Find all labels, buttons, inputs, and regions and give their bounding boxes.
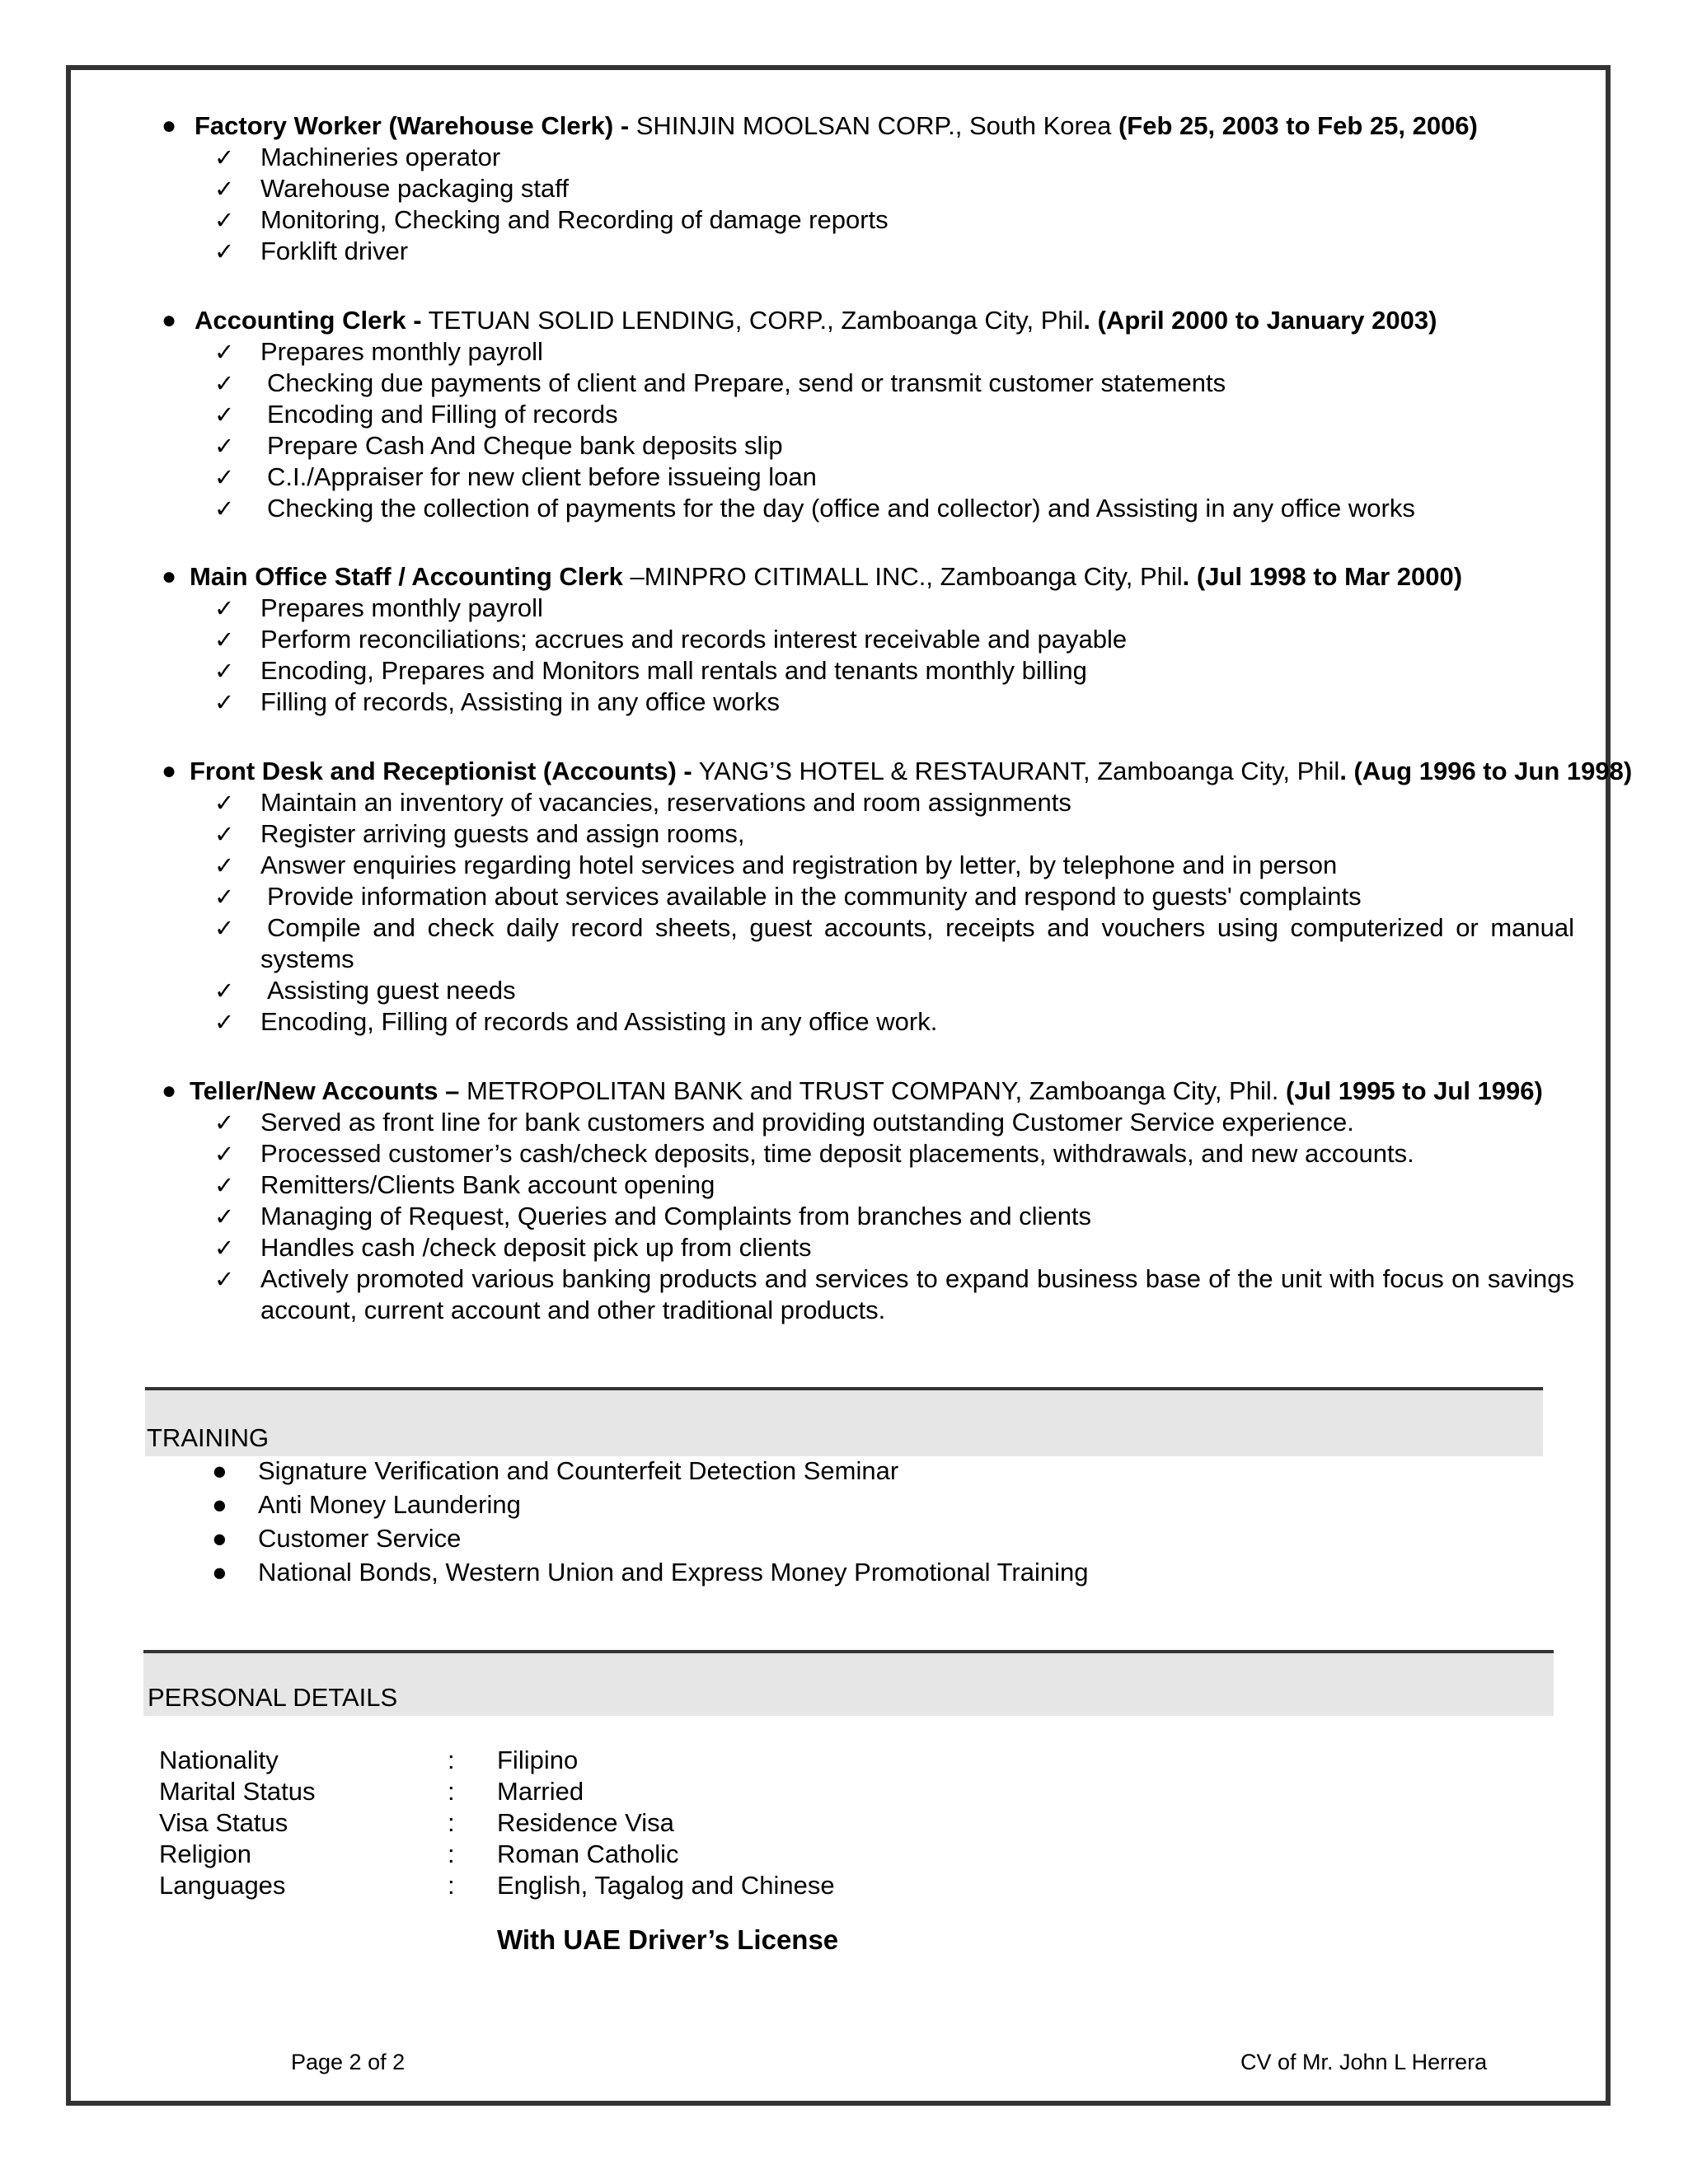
list-item: ✓ Checking the collection of payments for the day (office and collector) and Assisting in any office works	[214, 494, 1415, 523]
job-entry-front-desk	[157, 756, 1633, 1038]
checkmark-icon: ✓	[214, 1171, 235, 1199]
job-entry-factory-worker	[157, 110, 1574, 267]
list-item: ✓ Monitoring, Checking and Recording of damage reports	[214, 205, 889, 234]
duty-list	[157, 787, 1574, 1038]
checkmark-icon: ✓	[214, 1108, 235, 1137]
bullet-icon: ●	[162, 1077, 177, 1104]
job-title: Main Office Staff / Accounting Clerk	[190, 562, 623, 591]
driver-license-note: With UAE Driver’s License	[497, 1924, 839, 1955]
checkmark-icon: ✓	[214, 401, 235, 429]
bullet-icon: ●	[212, 1524, 227, 1553]
checkmark-icon: ✓	[214, 626, 235, 654]
job-entry-accounting-clerk	[157, 305, 1574, 524]
personal-title: PERSONAL DETAILS	[148, 1683, 398, 1712]
duty-list	[157, 593, 1574, 718]
job-dates: . (Aug 1996 to Jun 1998)	[1339, 757, 1633, 785]
list-item: ✓ Answer enquiries regarding hotel services and registration by letter, by telephone and in person	[214, 851, 1338, 879]
checkmark-icon: ✓	[214, 463, 235, 491]
checkmark-icon: ✓	[214, 789, 235, 817]
list-item: ✓ C.I./Appraiser for new client before issueing loan	[214, 462, 817, 491]
duty-list	[157, 1107, 1574, 1326]
bullet-icon: ●	[162, 563, 177, 590]
list-item: ✓ Prepares monthly payroll	[214, 593, 543, 622]
list-item: ✓ Compile and check daily record sheets, guest accounts, receipts and vouchers using computerized or manual systems	[214, 913, 1574, 973]
checkmark-icon: ✓	[214, 914, 235, 942]
bullet-icon: ●	[162, 757, 177, 785]
job-employer: YANG’S HOTEL & RESTAURANT, Zamboanga City, Phil	[692, 757, 1340, 785]
checkmark-icon: ✓	[214, 1202, 235, 1230]
list-item: ✓ Handles cash /check deposit pick up from clients	[214, 1233, 812, 1262]
list-item: ● Customer Service	[209, 1521, 1088, 1555]
job-dates: (Feb 25, 2003 to Feb 25, 2006)	[1118, 111, 1478, 140]
list-item: ✓ Provide information about services available in the community and respond to guests' complaints	[214, 882, 1362, 911]
checkmark-icon: ✓	[214, 1140, 235, 1168]
list-item: ✓ Filling of records, Assisting in any office works	[214, 687, 781, 716]
job-header	[157, 756, 1633, 787]
checkmark-icon: ✓	[214, 1234, 235, 1262]
duty-list	[157, 336, 1574, 524]
checkmark-icon: ✓	[214, 1008, 235, 1036]
bullet-icon: ●	[212, 1456, 227, 1485]
list-item: ✓ Prepare Cash And Cheque bank deposits slip	[214, 431, 783, 460]
job-header	[157, 561, 1574, 593]
job-dates: . (April 2000 to January 2003)	[1083, 306, 1437, 335]
bullet-icon: ●	[162, 307, 177, 334]
list-item: ✓ Actively promoted various banking products and services to expand business base of the unit with focus on savings account, current account and other traditional products.	[214, 1264, 1574, 1324]
list-item: ● Signature Verification and Counterfeit Detection Seminar	[209, 1454, 1088, 1488]
checkmark-icon: ✓	[214, 143, 235, 171]
list-item: ● National Bonds, Western Union and Express Money Promotional Training	[209, 1555, 1088, 1589]
list-item: ✓ Perform reconciliations; accrues and records interest receivable and payable	[214, 625, 1128, 654]
job-dates: . (Jul 1998 to Mar 2000)	[1182, 562, 1463, 591]
job-employer: METROPOLITAN BANK and TRUST COMPANY, Zamboanga City, Phil.	[459, 1076, 1286, 1105]
checkmark-icon: ✓	[214, 657, 235, 685]
cv-owner: CV of Mr. John L Herrera	[1240, 2050, 1488, 2074]
job-title: Factory Worker (Warehouse Clerk) -	[195, 111, 630, 140]
job-header	[157, 305, 1574, 336]
checkmark-icon: ✓	[214, 688, 235, 716]
job-title: Accounting Clerk -	[195, 306, 422, 335]
checkmark-icon: ✓	[214, 977, 235, 1005]
checkmark-icon: ✓	[214, 851, 235, 879]
checkmark-icon: ✓	[214, 369, 235, 397]
checkmark-icon: ✓	[214, 1265, 235, 1293]
list-item: ✓ Machineries operator	[214, 143, 501, 171]
list-item: ✓ Processed customer’s cash/check deposits, time deposit placements, withdrawals, and new accounts.	[214, 1139, 1414, 1168]
checkmark-icon: ✓	[214, 237, 235, 265]
list-item: ✓ Maintain an inventory of vacancies, reservations and room assignments	[214, 788, 1071, 817]
job-header	[157, 110, 1574, 142]
job-entry-main-office-staff	[157, 561, 1574, 718]
list-item: ✓ Remitters/Clients Bank account opening	[214, 1170, 715, 1199]
list-item: ✓ Assisting guest needs	[214, 976, 516, 1005]
list-item: ✓ Forklift driver	[214, 237, 409, 265]
training-list	[209, 1454, 1088, 1589]
job-employer: SHINJIN MOOLSAN CORP., South Korea	[629, 111, 1118, 140]
job-title: Front Desk and Receptionist (Accounts) -	[190, 757, 692, 785]
list-item: ● Anti Money Laundering	[209, 1488, 1088, 1521]
training-title: TRAINING	[147, 1423, 270, 1452]
job-entry-teller	[157, 1076, 1574, 1326]
page-number: Page 2 of 2	[291, 2050, 406, 2074]
job-employer: TETUAN SOLID LENDING, CORP., Zamboanga City, Phil	[421, 306, 1084, 335]
checkmark-icon: ✓	[214, 494, 235, 523]
bullet-icon: ●	[162, 112, 177, 139]
list-item: ✓ Warehouse packaging staff	[214, 174, 569, 203]
duty-list	[157, 142, 1574, 267]
list-item: ✓ Prepares monthly payroll	[214, 337, 543, 366]
checkmark-icon: ✓	[214, 206, 235, 234]
checkmark-icon: ✓	[214, 594, 235, 622]
job-employer: –MINPRO CITIMALL INC., Zamboanga City, Phil	[622, 562, 1183, 591]
list-item: ✓ Encoding, Filling of records and Assisting in any office work.	[214, 1007, 938, 1036]
bullet-icon: ●	[212, 1558, 227, 1586]
list-item: ✓ Checking due payments of client and Prepare, send or transmit customer statements	[214, 368, 1226, 397]
checkmark-icon: ✓	[214, 820, 235, 848]
checkmark-icon: ✓	[214, 338, 235, 366]
list-item: ✓ Managing of Request, Queries and Complaints from branches and clients	[214, 1202, 1092, 1230]
job-header	[157, 1076, 1574, 1107]
checkmark-icon: ✓	[214, 432, 235, 460]
bullet-icon: ●	[212, 1490, 227, 1519]
job-title: Teller/New Accounts –	[190, 1076, 460, 1105]
job-dates: (Jul 1995 to Jul 1996)	[1285, 1076, 1543, 1105]
list-item: ✓ Register arriving guests and assign rooms,	[214, 819, 745, 848]
training-section-band	[145, 1387, 1543, 1456]
list-item: ✓ Encoding and Filling of records	[214, 400, 618, 429]
list-item: ✓ Served as front line for bank customers and providing outstanding Customer Service experience.	[214, 1108, 1354, 1137]
checkmark-icon: ✓	[214, 883, 235, 911]
list-item: ✓ Encoding, Prepares and Monitors mall rentals and tenants monthly billing	[214, 656, 1087, 685]
checkmark-icon: ✓	[214, 175, 235, 203]
